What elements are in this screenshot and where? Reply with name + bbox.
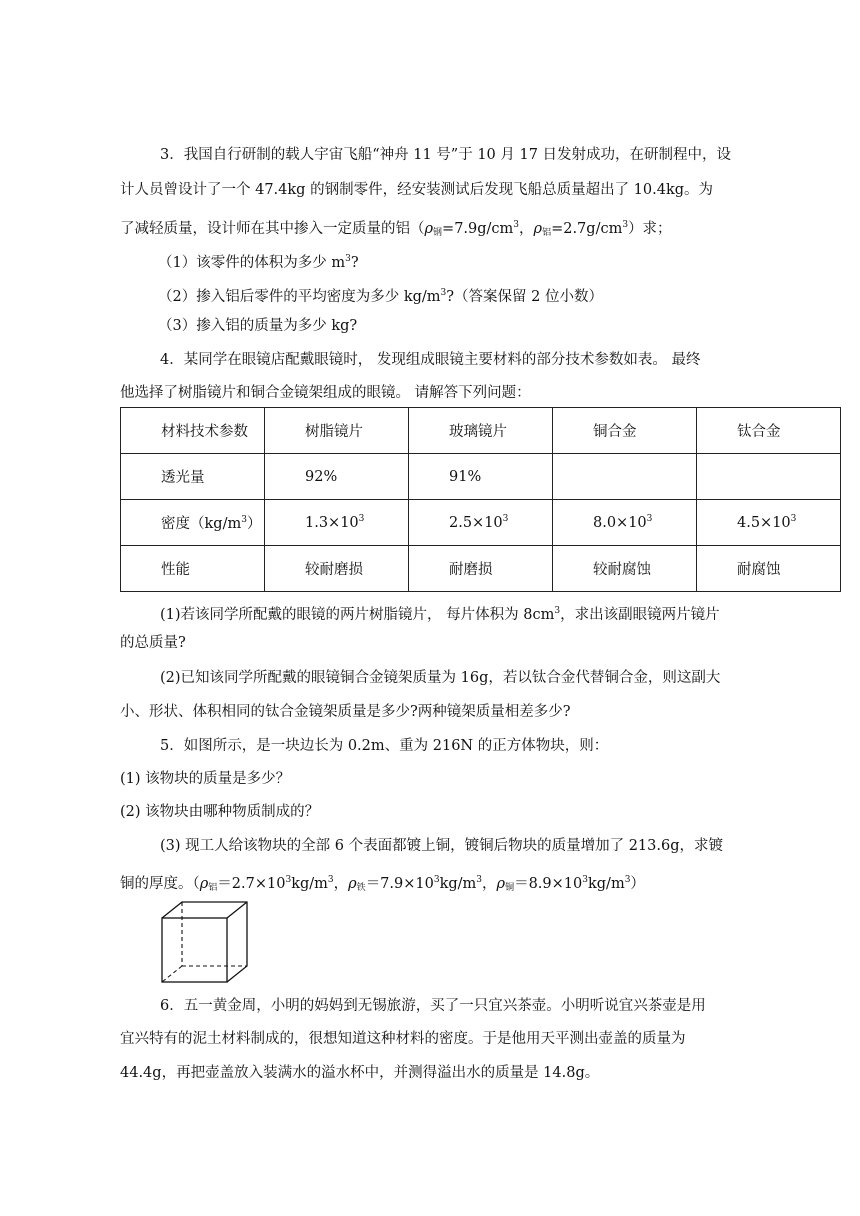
q6-line-2: 宜兴特有的泥土材料制成的，很想知道这种材料的密度。于是他用天平测出壶盖的质量为	[120, 1031, 686, 1047]
table-cell: $1.3\times 10^3$	[265, 500, 409, 546]
q5-part-2: (2) 该物块由哪种物质制成的？	[120, 804, 320, 820]
table-cell: 耐磨损	[409, 546, 553, 592]
q4-line-1: 4．某同学在眼镜店配戴眼镜时， 发现组成眼镜主要材料的部分技术参数如表。 最终	[160, 352, 701, 368]
q4-sub2-line-2: 小、形状、体积相同的钛合金镜架质量是多少?两种镜架质量相差多少?	[120, 704, 571, 720]
table-cell: 91%	[409, 454, 553, 500]
table-row-transmittance	[121, 454, 841, 500]
table-cell: $4.5\times 10^3$	[697, 500, 841, 546]
cube-hidden-depth-edge	[162, 966, 182, 982]
q6-line-1: 6．五一黄金周，小明的妈妈到无锡旅游，买了一只宜兴茶壶。小明听说宜兴茶壶是用	[160, 998, 706, 1014]
table-cell: 钛合金	[697, 408, 841, 454]
materials-table	[120, 407, 841, 592]
q3-line-1: 3．我国自行研制的载人宇宙飞船“神舟 11 号”于 10 月 17 日发射成功，在研制程中，设	[160, 147, 732, 163]
table-cell: 92%	[265, 454, 409, 500]
table-cell: 密度$(kg/m^3)$	[121, 500, 265, 546]
table-cell: 耐腐蚀	[697, 546, 841, 592]
q3-part-1: （1）该零件的体积为多少 $m^3$?	[158, 254, 359, 271]
table-cell: 玻璃镜片	[409, 408, 553, 454]
q5-part-3-line-2: 铜的厚度。（$\rho_铝=2.7\times 10^3kg/m^3$，$\rho_铁=7.9\times 10^3kg/m^3$，$\rho_铜=8.9\times 10^3kg/m^3$）	[120, 875, 645, 893]
q3-line-3: 了减轻质量，设计师在其中掺入一定质量的铝（$\rho_钢=7.9g/cm^3$，$\rho_铝=2.7g/cm^3$）求；	[120, 220, 672, 238]
q3-part-3: （3）掺入铝的质量为多少 kg?	[158, 318, 358, 334]
table-cell: 性能	[121, 546, 265, 592]
table-cell: 较耐腐蚀	[553, 546, 697, 592]
q4-sub2-line-1: (2)已知该同学所配戴的眼镜铜合金镜架质量为 16g，若以钛合金代替铜合金，则这副大	[160, 670, 721, 686]
cube-figure	[160, 900, 250, 985]
table-row-density	[121, 500, 841, 546]
cube-front-face	[162, 918, 227, 982]
table-row-header	[121, 408, 841, 454]
q5-part-1: (1) 该物块的质量是多少？	[120, 771, 291, 787]
table-cell: $2.5\times 10^3$	[409, 500, 553, 546]
table-cell: 透光量	[121, 454, 265, 500]
q4-line-2: 他选择了树脂镜片和铜合金镜架组成的眼镜。 请解答下列问题：	[120, 385, 531, 401]
q4-sub1-line-2: 的总质量?	[120, 635, 186, 651]
q4-sub1-line-1: (1)若该同学所配戴的眼镜的两片树脂镜片， 每片体积为 $8cm^3$，求出该副眼镜两片镜片	[160, 606, 720, 623]
table-cell	[553, 454, 697, 500]
table-cell: $8.0\times 10^3$	[553, 500, 697, 546]
table-cell: 材料技术参数	[121, 408, 265, 454]
table-cell: 铜合金	[553, 408, 697, 454]
q5-part-3-line-1: (3) 现工人给该物块的全部 6 个表面都镀上铜，镀铜后物块的质量增加了 213.6g，求镀	[160, 838, 723, 854]
cube-back-edges	[162, 902, 247, 982]
q6-line-3: 44.4g，再把壶盖放入装满水的溢水杯中，并测得溢出水的质量是 14.8g。	[120, 1065, 600, 1081]
q3-line-2: 计人员曾设计了一个 47.4kg 的钢制零件，经安装测试后发现飞船总质量超出了 10.4kg。为	[120, 182, 714, 198]
cube-top-right-edge	[227, 902, 247, 918]
q5-line-1: 5．如图所示，是一块边长为 0.2m、重为 216N 的正方体物块，则：	[160, 738, 609, 754]
table-cell: 较耐磨损	[265, 546, 409, 592]
table-row-property	[121, 546, 841, 592]
table-cell: 树脂镜片	[265, 408, 409, 454]
q3-part-2: （2）掺入铝后零件的平均密度为多少 $kg/m^3$?（答案保留 2 位小数）	[158, 288, 603, 305]
table-cell	[697, 454, 841, 500]
